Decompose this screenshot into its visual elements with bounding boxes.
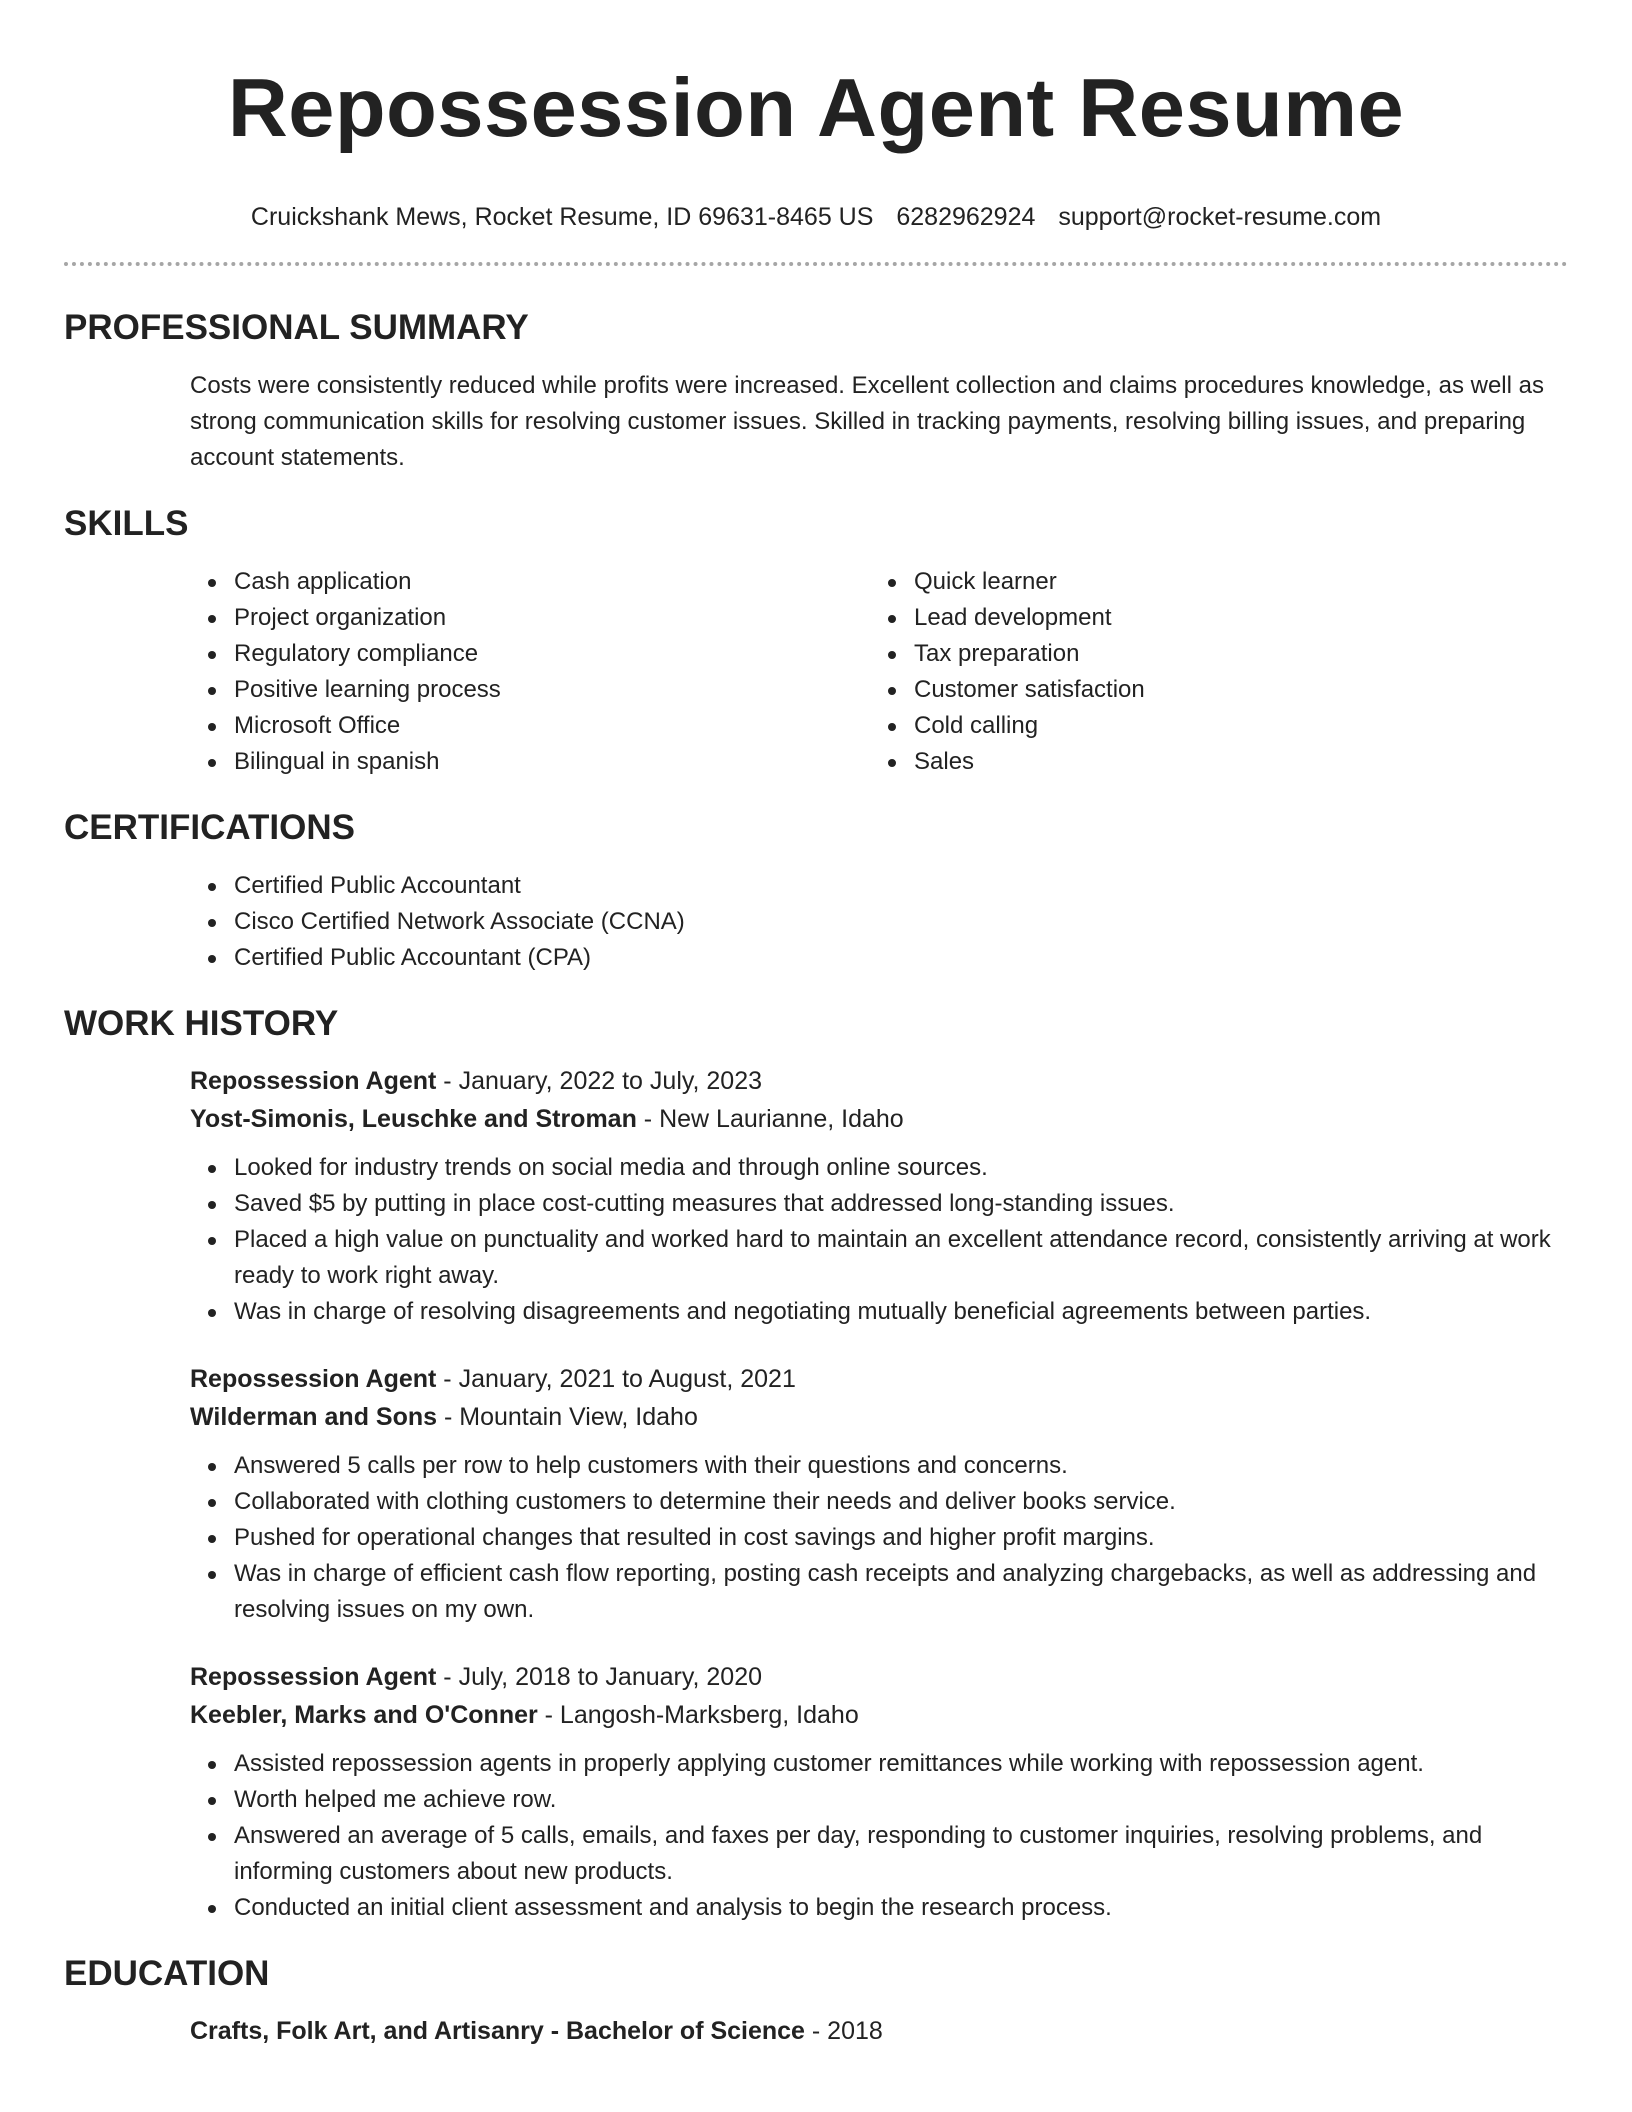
certifications-body [190,868,1568,976]
job-company-line [190,1100,1568,1138]
contact-address: Cruickshank Mews, Rocket Resume, ID 69631-8465 US [250,203,874,231]
job-duty: Worth helped me achieve row. [234,1782,1568,1818]
skills-grid [190,564,1568,780]
skill-item: Tax preparation [914,636,1550,672]
job-duty: Placed a high value on punctuality and worked hard to maintain an excellent attendance record, consistently arriving at work ready to work right away. [234,1222,1568,1294]
contact-email: support@rocket-resume.com [1058,203,1382,231]
job-duties-list [190,1746,1568,1926]
job-duty: Saved $5 by putting in place cost-cutting measures that addressed long-standing issues. [234,1186,1568,1222]
work-history-body [190,1062,1568,1926]
skill-item: Lead development [914,600,1550,636]
skill-item: Quick learner [914,564,1550,600]
summary-heading: PROFESSIONAL SUMMARY [64,308,529,347]
education-section [64,1952,1568,2050]
skills-heading: SKILLS [64,504,189,543]
job-duty: Conducted an initial client assessment and analysis to begin the research process. [234,1890,1568,1926]
contact-phone: 6282962924 [896,203,1036,231]
certifications-section [64,806,1568,976]
job-duties-list [190,1150,1568,1330]
education-year: - 2018 [804,2017,883,2045]
certification-item: Certified Public Accountant (CPA) [234,940,1568,976]
skills-list-left [190,564,870,780]
education-degree: Crafts, Folk Art, and Artisanry - Bachelor of Science [190,2017,805,2045]
summary-section [64,306,1568,476]
job-entry [190,1360,1568,1628]
work-history-heading: WORK HISTORY [64,1004,339,1043]
job-duties-list [190,1448,1568,1628]
job-company: Keebler, Marks and O'Conner [190,1701,538,1729]
summary-body [190,368,1568,476]
skills-column-right [870,564,1550,780]
job-location: - Langosh-Marksberg, Idaho [537,1701,859,1729]
education-body [190,2012,1568,2050]
job-duty: Assisted repossession agents in properly applying customer remittances while working with repossession agent. [234,1746,1568,1782]
job-company: Yost-Simonis, Leuschke and Stroman [190,1105,637,1133]
skills-column-left [190,564,870,780]
skills-list-right [870,564,1550,780]
job-role: Repossession Agent [190,1067,437,1095]
skill-item: Regulatory compliance [234,636,870,672]
job-company-line [190,1696,1568,1734]
job-duty: Answered 5 calls per row to help customers with their questions and concerns. [234,1448,1568,1484]
job-entry [190,1658,1568,1926]
certifications-list [190,868,1568,976]
job-title-line [190,1658,1568,1696]
skill-item: Project organization [234,600,870,636]
certification-item: Certified Public Accountant [234,868,1568,904]
skill-item: Customer satisfaction [914,672,1550,708]
resume-title: Repossession Agent Resume [227,61,1405,154]
skill-item: Cash application [234,564,870,600]
job-dates: - January, 2022 to July, 2023 [436,1067,763,1095]
skill-item: Cold calling [914,708,1550,744]
certification-item: Cisco Certified Network Associate (CCNA) [234,904,1568,940]
skill-item: Microsoft Office [234,708,870,744]
job-duty: Looked for industry trends on social media and through online sources. [234,1150,1568,1186]
job-location: - New Laurianne, Idaho [636,1105,904,1133]
certifications-heading: CERTIFICATIONS [64,808,356,847]
job-company: Wilderman and Sons [190,1403,438,1431]
job-dates: - July, 2018 to January, 2020 [436,1663,763,1691]
job-entry [190,1062,1568,1330]
education-line [190,2012,1568,2050]
job-dates: - January, 2021 to August, 2021 [436,1365,796,1393]
contact-info [64,200,1568,234]
education-heading: EDUCATION [64,1954,270,1993]
job-duty: Was in charge of resolving disagreements and negotiating mutually beneficial agreements between parties. [234,1294,1568,1330]
job-role: Repossession Agent [190,1365,437,1393]
skill-item: Bilingual in spanish [234,744,870,780]
job-role: Repossession Agent [190,1663,437,1691]
header-divider [64,262,1568,266]
job-duty: Collaborated with clothing customers to determine their needs and deliver books service. [234,1484,1568,1520]
job-company-line [190,1398,1568,1436]
job-duty: Was in charge of efficient cash flow reporting, posting cash receipts and analyzing chargebacks, as well as addressing and resolving issues on my own. [234,1556,1568,1628]
job-title-line [190,1360,1568,1398]
job-duty: Pushed for operational changes that resulted in cost savings and higher profit margins. [234,1520,1568,1556]
summary-text: Costs were consistently reduced while profits were increased. Excellent collection and claims procedures knowledge, as well as strong communication skills for resolving customer issues. Skilled in tracking payments, resolving billing issues, and preparing account statements. [190,372,1544,471]
work-history-section [64,1002,1568,1926]
skills-section [64,502,1568,780]
job-location: - Mountain View, Idaho [437,1403,698,1431]
job-duty: Answered an average of 5 calls, emails, and faxes per day, responding to customer inquiries, resolving problems, and informing customers about new products. [234,1818,1568,1890]
resume-page [64,0,1568,2050]
job-title-line [190,1062,1568,1100]
skill-item: Sales [914,744,1550,780]
skill-item: Positive learning process [234,672,870,708]
